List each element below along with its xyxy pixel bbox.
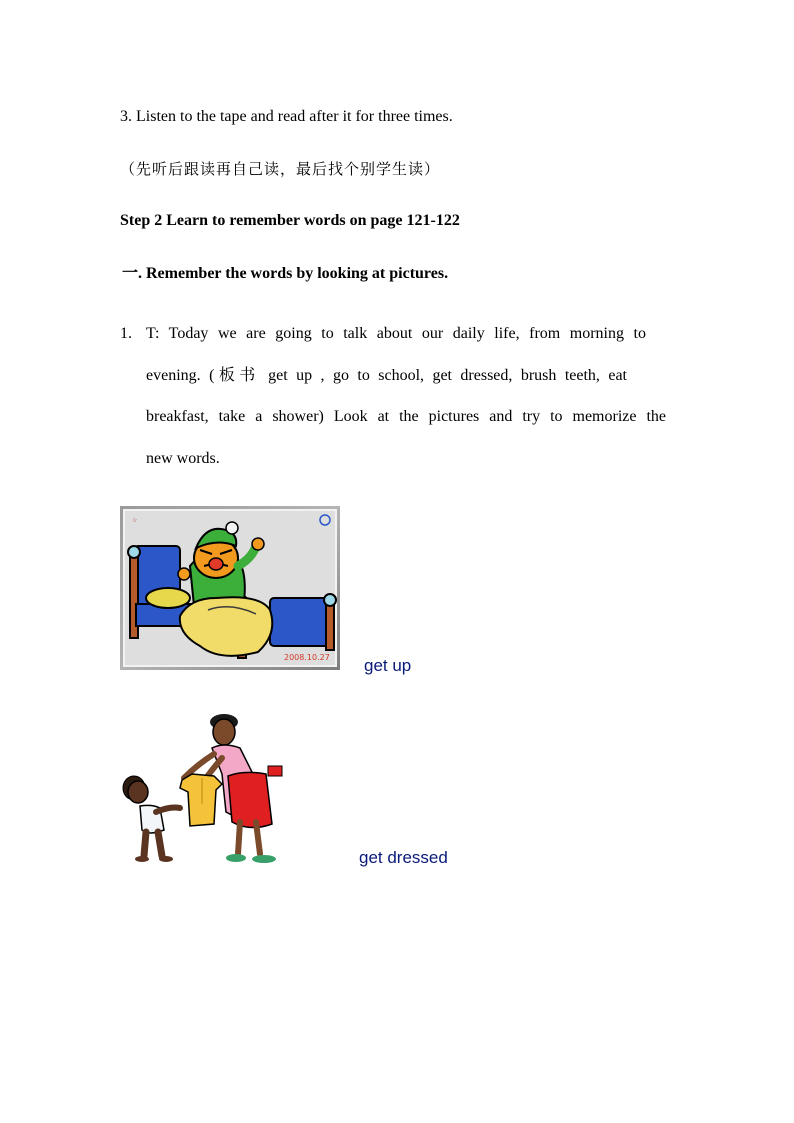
photo-date-stamp: 2008.10.27 — [284, 653, 330, 662]
svg-text:☆: ☆ — [132, 517, 138, 524]
item1-line2: evening. (板书 get up , go to school, get dressed, brush teeth, eat — [146, 367, 627, 384]
get-up-label: get up — [364, 656, 412, 675]
get-dressed-label: get dressed — [359, 848, 448, 867]
item1-line3: breakfast, take a shower) Look at the pictures and try to memorize the — [146, 408, 666, 425]
item1-line1: T: Today we are going to talk about our daily life, from morning to — [146, 325, 646, 342]
item1-number: 1. — [120, 325, 132, 342]
chinese-note: （先听后跟读再自己读，最后找个别学生读） — [120, 160, 441, 178]
instruction-listen: 3. Listen to the tape and read after it for three times. — [120, 108, 453, 125]
item1-line4: new words. — [146, 450, 220, 467]
step2-heading: Step 2 Learn to remember words on page 121-122 — [120, 212, 460, 229]
get-dressed-picture — [118, 704, 294, 866]
get-up-picture — [120, 506, 340, 670]
section-one-heading: 一. Remember the words by looking at pictures. — [122, 265, 449, 282]
